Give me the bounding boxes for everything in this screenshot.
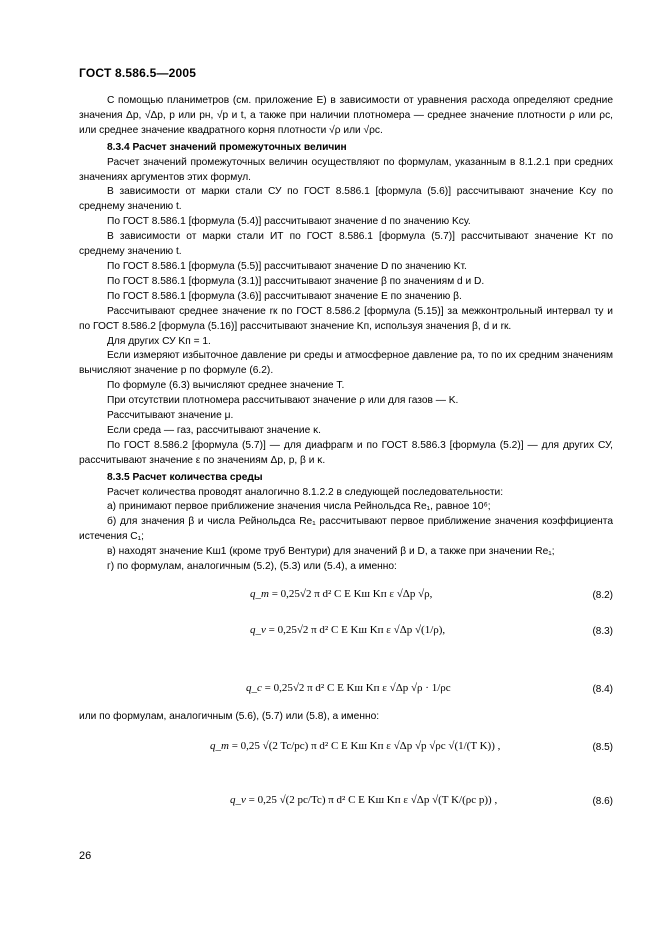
equation-8-5	[210, 740, 500, 752]
equation-lhs: q_m	[250, 588, 269, 600]
equation-lhs: q_m	[210, 740, 229, 752]
equation-lhs: q_c	[246, 682, 262, 694]
body-text	[79, 94, 613, 575]
equation-number: (8.2)	[592, 590, 613, 601]
equation-rhs: = 0,25√2 π d² C E Kш Kп ε √Δp √ρ,	[271, 588, 433, 600]
equation-rhs: = 0,25√2 π d² C E Kш Kп ε √Δp √(1/ρ),	[268, 624, 446, 636]
equation-rhs: = 0,25 √(2 Tc/pc) π d² C E Kш Kп ε √Δp √p √ρc √(1/(T K)) ,	[231, 740, 501, 752]
list-item: г) по формулам, аналогичным (5.2), (5.3) или (5.4), а именно:	[107, 561, 397, 573]
equation-8-3	[250, 624, 445, 636]
equation-number: (8.3)	[592, 626, 613, 637]
page-number: 26	[79, 850, 92, 862]
paragraph: По формуле (6.3) вычисляют среднее значение T.	[107, 380, 345, 392]
paragraph: При отсутствии плотномера рассчитывают значение ρ или для газов — K.	[107, 395, 459, 407]
equation-8-4	[246, 682, 451, 694]
equation-lhs: q_v	[230, 794, 246, 806]
equation-rhs: = 0,25 √(2 pc/Tc) π d² C E Kш Kп ε √Δp √(T K/(ρc p)) ,	[248, 794, 498, 806]
paragraph: С помощью планиметров (см. приложение Е) в зависимости от уравнения расхода определяют средние значения Δp, √Δp, p или pн, √p и t, а также при наличии плотномера — среднее значение плотности ρ или ρс, или среднее значение квадратного корня плотности √ρ или √ρс.	[79, 95, 613, 136]
paragraph: По ГОСТ 8.586.1 [формула (5.4)] рассчитывают значение d по значению Kсу.	[107, 216, 471, 228]
paragraph: Рассчитывают среднее значение rк по ГОСТ 8.586.2 [формула (5.15)] за межконтрольный интервал τу и по ГОСТ 8.586.2 [формула (5.16)] рассчитывают значение Kп, используя значения β, d и rк.	[79, 305, 613, 332]
paragraph: По ГОСТ 8.586.1 [формула (3.6)] рассчитывают значение E по значению β.	[107, 290, 462, 302]
section-heading: 8.3.4 Расчет значений промежуточных величин	[107, 141, 347, 153]
paragraph: или по формулам, аналогичным (5.6), (5.7) или (5.8), а именно:	[79, 711, 380, 722]
paragraph: Расчет количества проводят аналогично 8.1.2.2 в следующей последовательности:	[107, 486, 504, 498]
paragraph: Если измеряют избыточное давление pи среды и атмосферное давление pа, то по их средним значениям вычисляют значение p по формуле (6.2).	[79, 350, 613, 377]
equation-number: (8.4)	[592, 684, 613, 695]
list-item: в) находят значение Kш1 (кроме труб Вентури) для значений β и D, а также при значении Re₁;	[107, 546, 555, 558]
equation-8-6	[230, 794, 497, 806]
document-header: ГОСТ 8.586.5—2005	[79, 66, 197, 80]
paragraph: Рассчитывают значение μ.	[107, 410, 234, 422]
paragraph: По ГОСТ 8.586.2 [формула (5.7)] — для диафрагм и по ГОСТ 8.586.3 [формула (5.2)] — для других СУ, рассчитывают значение ε по значениям Δp, p, β и κ.	[79, 439, 613, 466]
section-heading: 8.3.5 Расчет количества среды	[107, 471, 263, 483]
paragraph: В зависимости от марки стали ИТ по ГОСТ 8.586.1 [формула (5.7)] рассчитывают значение Kт по среднему значению t.	[79, 231, 613, 258]
equation-8-2	[250, 588, 432, 600]
transition-text	[79, 710, 613, 725]
list-item: б) для значения β и числа Рейнольдса Re₁ рассчитывают первое приближение значения коэффициента истечения C₁;	[79, 516, 613, 543]
equation-lhs: q_v	[250, 624, 266, 636]
equation-rhs: = 0,25√2 π d² C E Kш Kп ε √Δp √ρ · 1/ρc	[264, 682, 451, 694]
list-item: а) принимают первое приближение значения числа Рейнольдса Re₁, равное 10⁶;	[107, 501, 491, 513]
paragraph: Для других СУ Kп = 1.	[107, 335, 211, 347]
paragraph: По ГОСТ 8.586.1 [формула (5.5)] рассчитывают значение D по значению Kт.	[107, 260, 467, 272]
equation-number: (8.5)	[592, 742, 613, 753]
paragraph: Если среда — газ, рассчитывают значение κ.	[107, 424, 321, 436]
paragraph: Расчет значений промежуточных величин осуществляют по формулам, указанным в 8.1.2.1 при средних значениях аргументов этих формул.	[79, 156, 613, 183]
equation-number: (8.6)	[592, 796, 613, 807]
paragraph: В зависимости от марки стали СУ по ГОСТ 8.586.1 [формула (5.6)] рассчитывают значение Kсу по среднему значению t.	[79, 186, 613, 213]
paragraph: По ГОСТ 8.586.1 [формула (3.1)] рассчитывают значение β по значениям d и D.	[107, 275, 485, 287]
